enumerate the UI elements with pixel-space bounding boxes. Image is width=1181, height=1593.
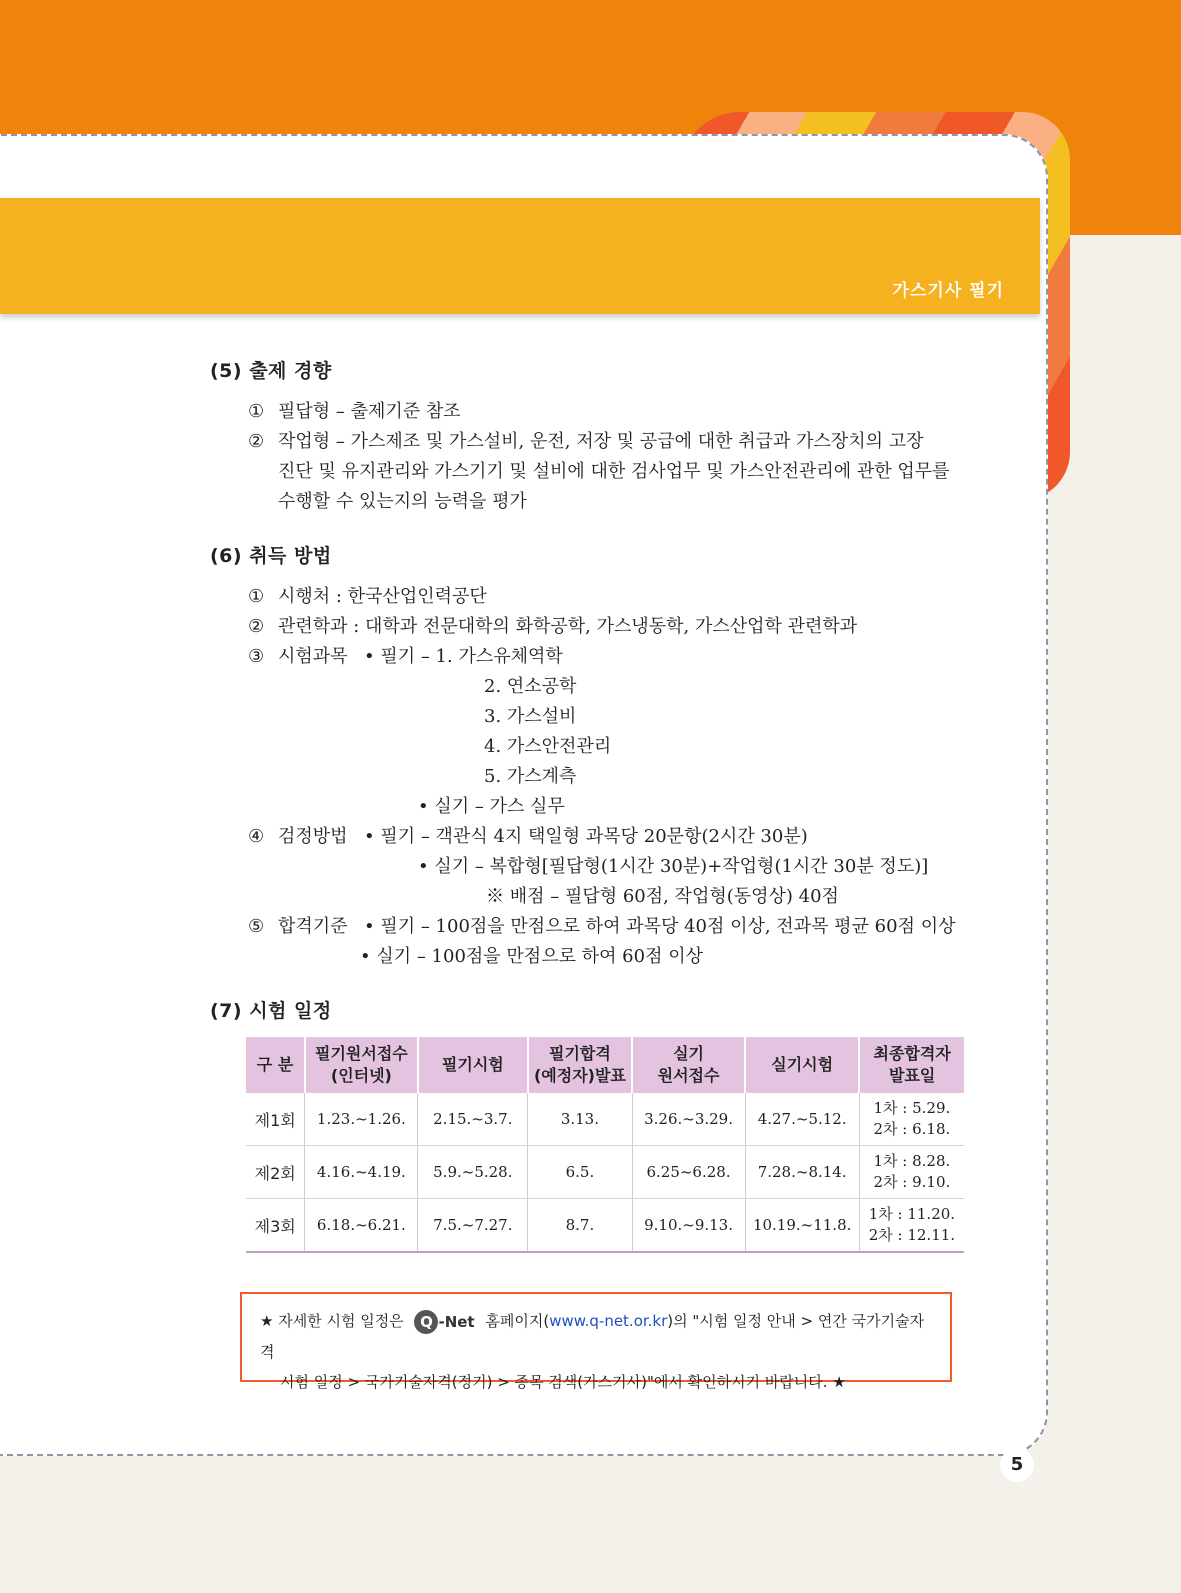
schedule-table (246, 1037, 964, 1253)
header-label: 가스기사 필기 (892, 281, 1004, 301)
subject-item: 3. 가스설비 (484, 706, 577, 727)
list-item: ④ 검정방법 • 필기 – 객관식 4지 택일형 과목당 20문항(2시간 30분) (248, 826, 808, 847)
list-item: ② 작업형 – 가스제조 및 가스설비, 운전, 저장 및 공급에 대한 취급과 가스장치의 고장 진단 및 유지관리와 가스기기 및 설비에 대한 검사업무 및 가스안전관리에 관한 업무를 수행할 수 있는지의 능력을 평가 (248, 431, 950, 512)
list-item: ① 시행처 : 한국산업인력공단 (248, 586, 487, 607)
table-header: 최종합격자 발표일 (859, 1037, 964, 1093)
section-schedule (210, 996, 1020, 1253)
table-header: 실기 원서접수 (632, 1037, 745, 1093)
table-header: 필기시험 (418, 1037, 528, 1093)
table-header: 필기합격 (예정자)발표 (528, 1037, 632, 1093)
table-header: 필기원서접수 (인터넷) (305, 1037, 418, 1093)
practical-method: • 실기 – 복합형[필답형(1시간 30분)+작업형(1시간 30분 정도)] (418, 856, 929, 877)
list-item: ① 필답형 – 출제기준 참조 (248, 401, 461, 422)
main-content (210, 356, 1020, 1277)
section-title: (7) 시험 일정 (210, 1000, 332, 1022)
notice-line-2: 시험 일정 > 국가기술자격(정기) > 종목 검색(가스기사)"에서 확인하시기 바랍니다. ★ (280, 1372, 846, 1391)
table-row: 제2회 4.16.~4.19. 5.9.~5.28. 6.5. 6.25~6.28. 7.28.~8.14. 1차 : 8.28. 2차 : 9.10. (246, 1146, 964, 1199)
table-row: 제3회 6.18.~6.21. 7.5.~7.27. 8.7. 9.10.~9.13. 10.19.~11.8. 1차 : 11.20. 2차 : 12.11. (246, 1199, 964, 1253)
practical-criteria: • 실기 – 100점을 만점으로 하여 60점 이상 (360, 946, 703, 967)
score-note: ※ 배점 – 필답형 60점, 작업형(동영상) 40점 (486, 886, 839, 907)
header-banner (0, 198, 1040, 314)
table-header: 실기시험 (745, 1037, 859, 1093)
section-exam-trend (210, 356, 1020, 517)
section-title: (5) 출제 경향 (210, 360, 332, 382)
list-item: ② 관련학과 : 대학과 전문대학의 화학공학, 가스냉동학, 가스산업학 관련학과 (248, 616, 858, 637)
section-title: (6) 취득 방법 (210, 545, 332, 567)
list-item: ③ 시험과목 • 필기 – 1. 가스유체역학 (248, 646, 563, 667)
subject-item: 5. 가스계측 (484, 766, 577, 787)
page-number: 5 (1000, 1448, 1034, 1482)
table-header: 구 분 (246, 1037, 305, 1093)
table-row: 제1회 1.23.~1.26. 2.15.~3.7. 3.13. 3.26.~3.29. 4.27.~5.12. 1차 : 5.29. 2차 : 6.18. (246, 1093, 964, 1146)
notice-line-1: ★ 자세한 시험 일정은 Q -Net 홈페이지(www.q-net.or.kr)의 "시험 일정 안내 > 연간 국가기술자격 (260, 1306, 934, 1367)
list-item: ⑤ 합격기준 • 필기 – 100점을 만점으로 하여 과목당 40점 이상, 전과목 평균 60점 이상 (248, 916, 956, 937)
qnet-logo: Q -Net (414, 1307, 474, 1337)
qnet-link[interactable]: www.q-net.or.kr (549, 1312, 668, 1330)
subject-item: 4. 가스안전관리 (484, 736, 612, 757)
table-header-row (246, 1037, 964, 1093)
section-acquisition (210, 541, 1020, 972)
subject-item: 2. 연소공학 (484, 676, 577, 697)
notice-box (240, 1292, 952, 1391)
practical-subject: • 실기 – 가스 실무 (418, 796, 565, 817)
